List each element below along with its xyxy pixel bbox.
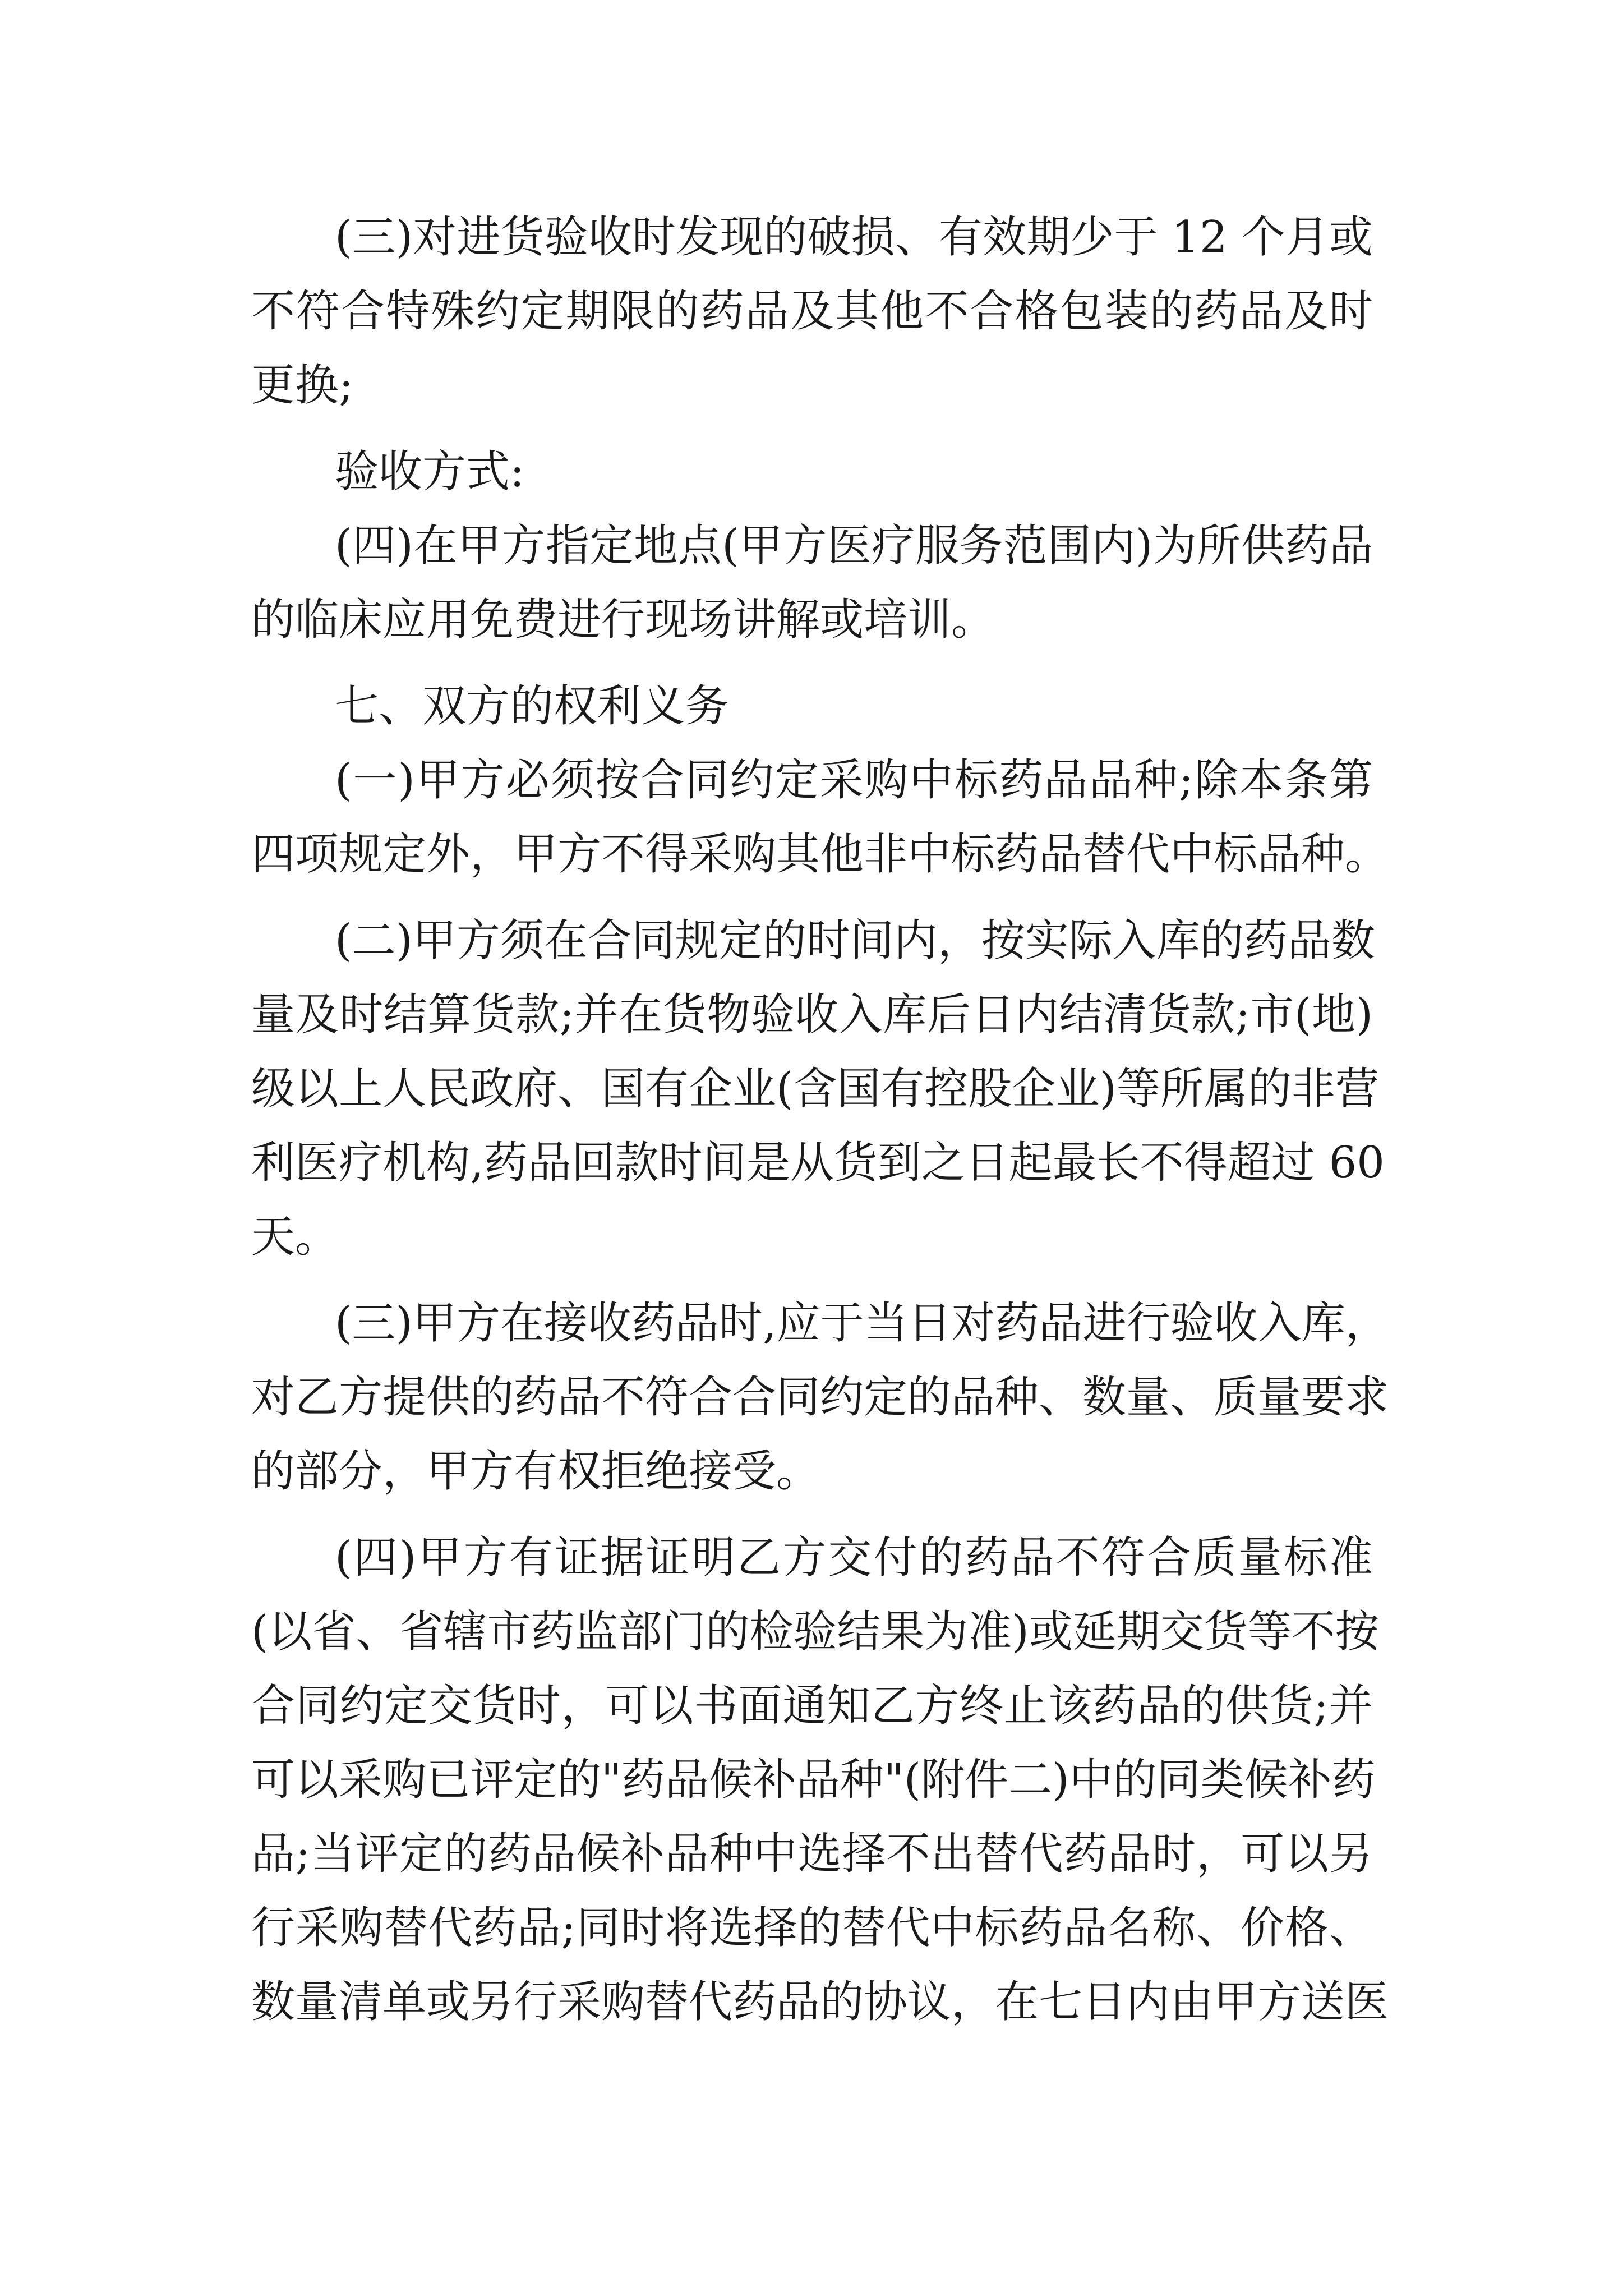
text-line: 更换;	[251, 360, 354, 411]
text-line: 天。	[251, 1212, 339, 1262]
section-heading: 七、双方的权利义务	[335, 681, 729, 731]
text-line: 行采购替代药品;同时将选择的替代中标药品名称、价格、	[251, 1903, 1373, 1953]
text-line: 合同约定交货时，可以书面通知乙方终止该药品的供货;并	[251, 1681, 1373, 1731]
text-line: (四)甲方有证据证明乙方交付的药品不符合质量标准	[335, 1533, 1373, 1583]
text-line: 量及时结算货款;并在货物验收入库后日内结清货款;市(地)	[251, 990, 1373, 1040]
text-line: (二)甲方须在合同规定的时间内，按实际入库的药品数	[335, 915, 1375, 966]
text-line: 验收方式:	[335, 447, 525, 497]
text-line: 的临床应用免费进行现场讲解或培训。	[251, 595, 995, 645]
text-line: 利医疗机构,药品回款时间是从货到之日起最长不得超过 60	[251, 1138, 1385, 1188]
text-line: (三)甲方在接收药品时,应于当日对药品进行验收入库，	[335, 1298, 1389, 1349]
text-line: (一)甲方必须按合同约定采购中标药品品种;除本条第	[335, 755, 1373, 806]
text-line: (三)对进货验收时发现的破损、有效期少于 12 个月或	[335, 212, 1373, 263]
text-line: 不符合特殊约定期限的药品及其他不合格包装的药品及时	[251, 286, 1373, 337]
text-line: 可以采购已评定的"药品候补品种"(附件二)中的同类候补药	[251, 1755, 1376, 1805]
text-line: 四项规定外，甲方不得采购其他非中标药品替代中标品种。	[251, 829, 1389, 880]
text-line: 的部分，甲方有权拒绝接受。	[251, 1446, 820, 1497]
text-line: 数量清单或另行采购替代药品的协议，在七日内由甲方送医	[251, 1977, 1389, 2027]
text-line: 级以上人民政府、国有企业(含国有控股企业)等所属的非营	[251, 1064, 1379, 1114]
text-line: 对乙方提供的药品不符合合同约定的品种、数量、质量要求	[251, 1372, 1389, 1423]
text-line: (以省、省辖市药监部门的检验结果为准)或延期交货等不按	[251, 1607, 1379, 1657]
text-line: (四)在甲方指定地点(甲方医疗服务范围内)为所供药品	[335, 521, 1373, 571]
text-line: 品;当评定的药品候补品种中选择不出替代药品时，可以另	[251, 1829, 1373, 1879]
